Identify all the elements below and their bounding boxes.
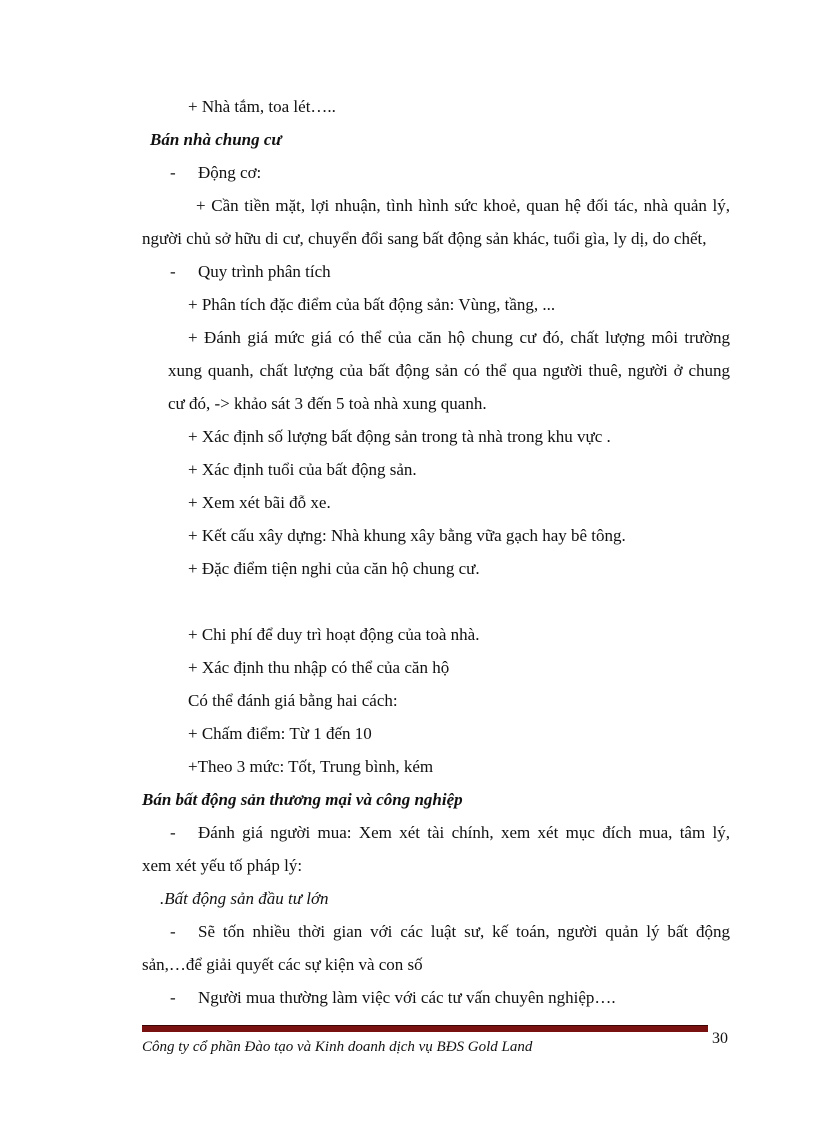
bullet-bathroom: + Nhà tắm, toa lét….. (188, 97, 336, 116)
analysis-features: + Phân tích đặc điểm của bất động sản: Vùng, tầng, ... (188, 295, 556, 314)
bullet-structure: + Kết cấu xây dựng: Nhà khung xây bằng vữa gạch hay bê tông. (188, 526, 626, 545)
bullet-quantity: + Xác định số lượng bất động sản trong tà nhà trong khu vực . (188, 427, 611, 446)
item-text: Sẽ tốn nhiều thời gian với các luật sư, kế toán, người quản lý bất động (198, 922, 730, 941)
motive-detail-2: người chủ sở hữu di cư, chuyển đổi sang bất động sản khác, tuổi gìa, ly dị, do chết, (142, 229, 707, 248)
item-time-consuming (170, 921, 730, 943)
price-evaluation-1: + Đánh giá mức giá có thể của căn hộ chung cư đó, chất lượng môi trường (188, 328, 730, 347)
bullet-parking: + Xem xét bãi đỗ xe. (188, 493, 331, 512)
item-professional-advisors (170, 987, 616, 1009)
dash-marker: - (170, 823, 176, 842)
item-text: Quy trình phân tích (198, 262, 331, 281)
item-motive (170, 162, 261, 184)
dash-marker: - (170, 163, 176, 182)
item-buyer-evaluation (170, 822, 730, 844)
bullet-age: + Xác định tuổi của bất động sản. (188, 460, 417, 479)
dash-marker: - (170, 262, 176, 281)
heading-commercial-industrial: Bán bất động sản thương mại và công nghiệp (142, 790, 463, 809)
item-text: Người mua thường làm việc với các tư vấn chuyên nghiệp…. (198, 988, 616, 1007)
subheading-large-investment: .Bất động sản đầu tư lớn (160, 889, 329, 908)
bullet-maintenance-cost: + Chi phí để duy trì hoạt động của toà nhà. (188, 625, 480, 644)
footer-divider (142, 1025, 708, 1032)
dash-marker: - (170, 988, 176, 1007)
item-analysis-process (170, 261, 331, 283)
motive-detail-1: + Cần tiền mặt, lợi nhuận, tình hình sức khoẻ, quan hệ đối tác, nhà quản lý, (196, 196, 730, 215)
item-text: Động cơ: (198, 163, 262, 182)
page-number: 30 (712, 1030, 728, 1047)
heading-apartment-sale: Bán nhà chung cư (150, 130, 282, 149)
bullet-scoring: + Chấm điểm: Từ 1 đến 10 (188, 724, 372, 743)
time-consuming-cont: sản,…để giải quyết các sự kiện và con số (142, 955, 423, 974)
bullet-three-levels: +Theo 3 mức: Tốt, Trung bình, kém (188, 757, 434, 776)
buyer-evaluation-cont: xem xét yếu tố pháp lý: (142, 856, 303, 875)
dash-marker: - (170, 922, 176, 941)
price-evaluation-2: xung quanh, chất lượng của bất động sản có thể qua người thuê, người ở chung (168, 361, 730, 380)
bullet-income: + Xác định thu nhập có thể của căn hộ (188, 658, 450, 677)
price-evaluation-3: cư đó, -> khảo sát 3 đến 5 toà nhà xung quanh. (168, 394, 487, 413)
bullet-amenities: + Đặc điểm tiện nghi của căn hộ chung cư. (188, 559, 480, 578)
evaluation-methods-intro: Có thể đánh giá bằng hai cách: (188, 691, 398, 710)
footer-company: Công ty cổ phần Đào tạo và Kinh doanh dịch vụ BĐS Gold Land (142, 1039, 533, 1055)
item-text: Đánh giá người mua: Xem xét tài chính, xem xét mục đích mua, tâm lý, (198, 823, 730, 842)
